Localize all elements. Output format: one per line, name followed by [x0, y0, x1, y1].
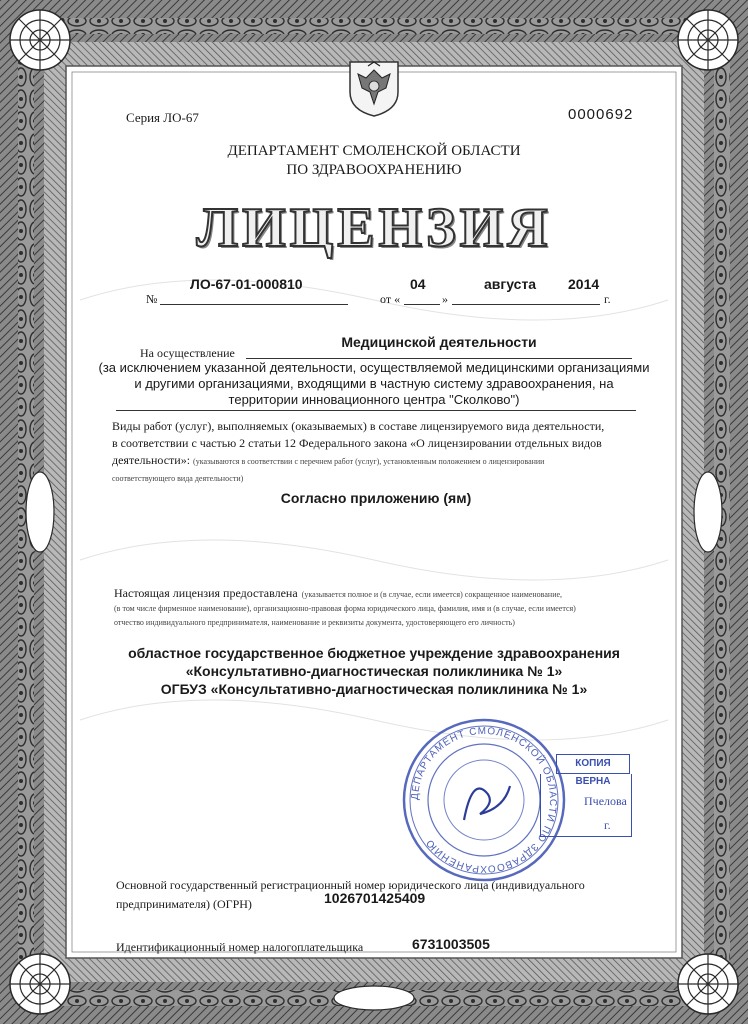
activity-note-line2: и другими организациями, входящими в частную систему здравоохранения, на [134, 376, 614, 391]
works-description [112, 418, 642, 487]
seal-ring-text: ДЕПАРТАМЕНТ СМОЛЕНСКОЙ ОБЛАСТИ ПО ЗДРАВООХРАНЕНИЮ [409, 725, 559, 875]
coat-of-arms-icon [344, 58, 404, 118]
activity-note [80, 360, 668, 408]
works-line4-small: соответствующего вида деятельности) [112, 474, 244, 483]
granted-note1: (указывается полное и (в случае, если имеется) сокращенное наименование, [301, 590, 563, 599]
granted-note2: (в том числе фирменное наименование), организационно-правовая форма юридического лица, фамилия, имя и (в случае, если имеется) [114, 604, 576, 613]
number-prefix: № [146, 292, 158, 306]
organization-name [100, 644, 648, 698]
license-day: 04 [410, 276, 426, 292]
department-line2: ПО ЗДРАВООХРАНЕНИЮ [286, 162, 462, 178]
ogrn-label-line1: Основной государственный регистрационный номер юридического лица (индивидуального [116, 878, 585, 892]
stamp-signer-name: Пчелова [584, 794, 627, 808]
works-line3-small: (указываются в соответствии с перечнем работ (услуг), установленным положением о лицензировании [193, 457, 545, 466]
department-line1: ДЕПАРТАМЕНТ СМОЛЕНСКОЙ ОБЛАСТИ [227, 143, 521, 159]
inn-label: Идентификационный номер налогоплательщика [116, 940, 364, 954]
works-line2: в соответствии с частью 2 статьи 12 Федерального закона «О лицензировании отдельных видов [112, 436, 602, 450]
serial-number: 0000692 [568, 106, 634, 123]
ogrn-value: 1026701425409 [324, 890, 426, 906]
works-line1: Виды работ (услуг), выполняемых (оказываемых) в составе лицензируемого вида деятельности, [112, 419, 605, 433]
year-suffix: г. [604, 292, 611, 306]
quote-close: » [442, 292, 448, 306]
works-line3-main: деятельности»: [112, 453, 191, 467]
copy-certified-box: КОПИЯ ВЕРНА [556, 754, 630, 774]
granted-note3: отчество индивидуального предпринимателя, наименование и реквизиты документа, удостоверяющего его личность) [114, 618, 515, 627]
day-line [404, 304, 440, 305]
from-label: от « [380, 292, 401, 306]
activity-note-line3: территории инновационного центра "Сколково") [228, 392, 520, 407]
svg-text:ДЕПАРТАМЕНТ СМОЛЕНСКОЙ ОБЛАСТИ [410, 726, 558, 874]
number-line [160, 304, 348, 305]
works-value: Согласно приложению (ям) [280, 490, 472, 506]
signature-icon [464, 786, 510, 820]
activity-name: Медицинской деятельности [341, 334, 537, 350]
document-title: ЛИЦЕНЗИЯ [196, 197, 552, 259]
license-month: августа [484, 276, 537, 292]
round-seal-icon [400, 716, 568, 884]
org-line2: «Консультативно-диагностическая поликлиника № 1» [185, 663, 563, 679]
ogrn-label-line2: предпринимателя) (ОГРН) [116, 897, 252, 911]
stamp-year-suffix: г. [604, 818, 611, 832]
org-line1: областное государственное бюджетное учреждение здравоохранения [128, 645, 620, 661]
activity-separator [116, 410, 636, 411]
activity-label: На осуществление [140, 346, 235, 360]
license-year: 2014 [568, 276, 600, 292]
inn-value: 6731003505 [412, 936, 490, 952]
granted-label: Настоящая лицензия предоставлена [114, 586, 298, 600]
department-heading [120, 142, 628, 180]
series-label: Серия ЛО-67 [126, 110, 199, 125]
granted-description [114, 586, 648, 630]
activity-line [246, 358, 632, 359]
month-year-line [452, 304, 600, 305]
org-line3: ОГБУЗ «Консультативно-диагностическая поликлиника № 1» [160, 681, 588, 697]
license-number: ЛО-67-01-000810 [190, 276, 303, 292]
activity-note-line1: (за исключением указанной деятельности, осуществляемой медицинскими организациями [98, 360, 650, 375]
